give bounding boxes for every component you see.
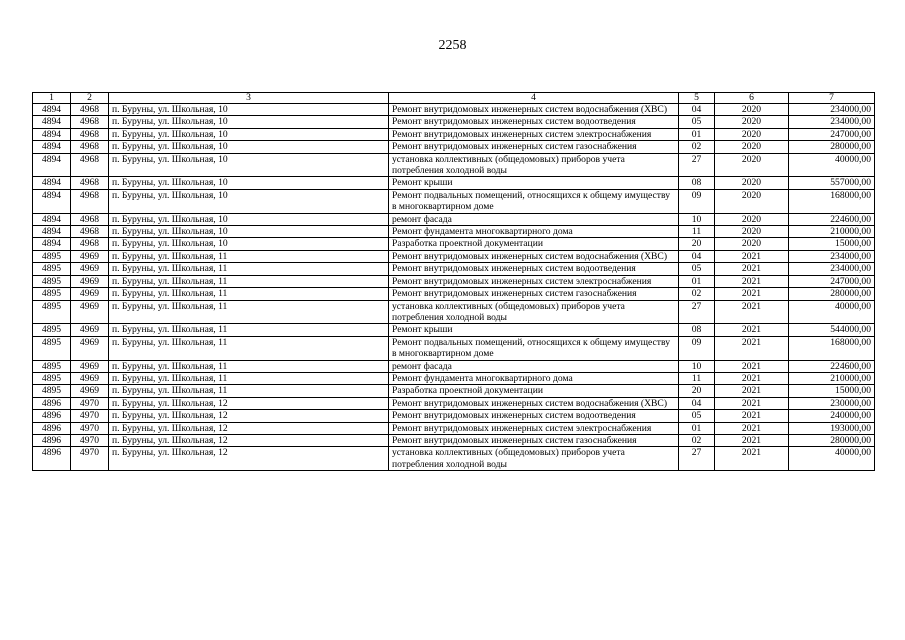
work-type-cell: Ремонт внутридомовых инженерных систем электроснабжения <box>389 422 679 434</box>
house-id-cell: 4969 <box>71 250 109 262</box>
cost-cell: 544000,00 <box>789 324 875 336</box>
cost-cell: 224600,00 <box>789 360 875 372</box>
cost-cell: 168000,00 <box>789 336 875 360</box>
cost-cell: 240000,00 <box>789 410 875 422</box>
row-number-cell: 4896 <box>33 447 71 471</box>
table-row <box>33 116 875 128</box>
year-cell: 2020 <box>715 153 789 177</box>
year-cell: 2020 <box>715 128 789 140</box>
year-cell: 2021 <box>715 336 789 360</box>
address-cell: п. Буруны, ул. Школьная, 12 <box>109 447 389 471</box>
address-cell: п. Буруны, ул. Школьная, 12 <box>109 422 389 434</box>
work-type-cell: Ремонт внутридомовых инженерных систем водоснабжения (ХВС) <box>389 104 679 116</box>
address-cell: п. Буруны, ул. Школьная, 10 <box>109 189 389 213</box>
year-cell: 2021 <box>715 372 789 384</box>
work-type-cell: ремонт фасада <box>389 360 679 372</box>
table-row <box>33 288 875 300</box>
address-cell: п. Буруны, ул. Школьная, 11 <box>109 385 389 397</box>
year-cell: 2021 <box>715 324 789 336</box>
house-id-cell: 4968 <box>71 226 109 238</box>
year-cell: 2021 <box>715 288 789 300</box>
row-number-cell: 4895 <box>33 275 71 287</box>
house-id-cell: 4969 <box>71 360 109 372</box>
house-id-cell: 4969 <box>71 263 109 275</box>
house-id-cell: 4970 <box>71 434 109 446</box>
page-number: 2258 <box>438 38 467 53</box>
address-cell: п. Буруны, ул. Школьная, 11 <box>109 288 389 300</box>
row-number-cell: 4895 <box>33 263 71 275</box>
row-number-cell: 4896 <box>33 422 71 434</box>
work-code-cell: 10 <box>679 360 715 372</box>
work-type-cell: Ремонт внутридомовых инженерных систем водоотведения <box>389 116 679 128</box>
year-cell: 2021 <box>715 422 789 434</box>
table-row <box>33 447 875 471</box>
year-cell: 2020 <box>715 213 789 225</box>
house-id-cell: 4968 <box>71 238 109 250</box>
address-cell: п. Буруны, ул. Школьная, 10 <box>109 226 389 238</box>
cost-cell: 230000,00 <box>789 397 875 409</box>
cost-cell: 210000,00 <box>789 226 875 238</box>
table-row <box>33 372 875 384</box>
work-code-cell: 27 <box>679 300 715 324</box>
work-code-cell: 01 <box>679 422 715 434</box>
address-cell: п. Буруны, ул. Школьная, 10 <box>109 213 389 225</box>
work-code-cell: 08 <box>679 177 715 189</box>
row-number-cell: 4894 <box>33 153 71 177</box>
year-cell: 2020 <box>715 238 789 250</box>
year-cell: 2020 <box>715 116 789 128</box>
work-type-cell: установка коллективных (общедомовых) приборов учета потребления холодной воды <box>389 153 679 177</box>
table-row <box>33 300 875 324</box>
address-cell: п. Буруны, ул. Школьная, 11 <box>109 336 389 360</box>
work-type-cell: установка коллективных (общедомовых) приборов учета потребления холодной воды <box>389 447 679 471</box>
header-cell-7: 7 <box>789 93 875 104</box>
table-row <box>33 213 875 225</box>
address-cell: п. Буруны, ул. Школьная, 10 <box>109 177 389 189</box>
header-cell-1: 1 <box>33 93 71 104</box>
table-row <box>33 324 875 336</box>
cost-cell: 193000,00 <box>789 422 875 434</box>
year-cell: 2021 <box>715 250 789 262</box>
work-code-cell: 09 <box>679 336 715 360</box>
registry-table <box>32 92 875 471</box>
house-id-cell: 4969 <box>71 275 109 287</box>
year-cell: 2021 <box>715 410 789 422</box>
year-cell: 2021 <box>715 275 789 287</box>
work-type-cell: Ремонт фундамента многоквартирного дома <box>389 226 679 238</box>
row-number-cell: 4894 <box>33 177 71 189</box>
table-row <box>33 434 875 446</box>
cost-cell: 557000,00 <box>789 177 875 189</box>
row-number-cell: 4894 <box>33 141 71 153</box>
table-row <box>33 385 875 397</box>
table-row <box>33 410 875 422</box>
table-row <box>33 238 875 250</box>
cost-cell: 234000,00 <box>789 104 875 116</box>
work-code-cell: 20 <box>679 238 715 250</box>
year-cell: 2021 <box>715 360 789 372</box>
row-number-cell: 4896 <box>33 410 71 422</box>
work-type-cell: Ремонт внутридомовых инженерных систем электроснабжения <box>389 275 679 287</box>
work-code-cell: 05 <box>679 263 715 275</box>
year-cell: 2021 <box>715 263 789 275</box>
address-cell: п. Буруны, ул. Школьная, 10 <box>109 116 389 128</box>
address-cell: п. Буруны, ул. Школьная, 10 <box>109 141 389 153</box>
row-number-cell: 4895 <box>33 336 71 360</box>
cost-cell: 247000,00 <box>789 275 875 287</box>
work-type-cell: Ремонт внутридомовых инженерных систем водоснабжения (ХВС) <box>389 397 679 409</box>
cost-cell: 234000,00 <box>789 116 875 128</box>
work-code-cell: 27 <box>679 447 715 471</box>
work-code-cell: 11 <box>679 226 715 238</box>
house-id-cell: 4969 <box>71 288 109 300</box>
table-row <box>33 141 875 153</box>
row-number-cell: 4894 <box>33 226 71 238</box>
work-type-cell: Ремонт крыши <box>389 177 679 189</box>
work-code-cell: 27 <box>679 153 715 177</box>
work-type-cell: Ремонт внутридомовых инженерных систем водоснабжения (ХВС) <box>389 250 679 262</box>
work-code-cell: 08 <box>679 324 715 336</box>
work-type-cell: Ремонт внутридомовых инженерных систем газоснабжения <box>389 434 679 446</box>
row-number-cell: 4895 <box>33 385 71 397</box>
house-id-cell: 4970 <box>71 447 109 471</box>
row-number-cell: 4895 <box>33 288 71 300</box>
header-cell-5: 5 <box>679 93 715 104</box>
year-cell: 2020 <box>715 104 789 116</box>
table-row <box>33 250 875 262</box>
address-cell: п. Буруны, ул. Школьная, 11 <box>109 300 389 324</box>
house-id-cell: 4969 <box>71 385 109 397</box>
cost-cell: 280000,00 <box>789 141 875 153</box>
row-number-cell: 4895 <box>33 324 71 336</box>
address-cell: п. Буруны, ул. Школьная, 12 <box>109 434 389 446</box>
row-number-cell: 4894 <box>33 116 71 128</box>
work-code-cell: 04 <box>679 397 715 409</box>
row-number-cell: 4895 <box>33 360 71 372</box>
address-cell: п. Буруны, ул. Школьная, 12 <box>109 397 389 409</box>
work-type-cell: установка коллективных (общедомовых) приборов учета потребления холодной воды <box>389 300 679 324</box>
year-cell: 2020 <box>715 177 789 189</box>
cost-cell: 280000,00 <box>789 288 875 300</box>
work-code-cell: 20 <box>679 385 715 397</box>
cost-cell: 40000,00 <box>789 153 875 177</box>
house-id-cell: 4968 <box>71 128 109 140</box>
header-cell-2: 2 <box>71 93 109 104</box>
work-code-cell: 02 <box>679 141 715 153</box>
cost-cell: 234000,00 <box>789 263 875 275</box>
table-row <box>33 336 875 360</box>
table-header <box>33 93 875 104</box>
row-number-cell: 4894 <box>33 189 71 213</box>
work-code-cell: 04 <box>679 104 715 116</box>
table-row <box>33 153 875 177</box>
work-code-cell: 04 <box>679 250 715 262</box>
table-row <box>33 104 875 116</box>
work-type-cell: Ремонт подвальных помещений, относящихся к общему имуществу в многоквартирном доме <box>389 189 679 213</box>
address-cell: п. Буруны, ул. Школьная, 10 <box>109 104 389 116</box>
year-cell: 2020 <box>715 189 789 213</box>
table-row <box>33 263 875 275</box>
work-code-cell: 05 <box>679 410 715 422</box>
address-cell: п. Буруны, ул. Школьная, 11 <box>109 360 389 372</box>
row-number-cell: 4895 <box>33 372 71 384</box>
row-number-cell: 4896 <box>33 397 71 409</box>
table-row <box>33 422 875 434</box>
work-type-cell: Ремонт внутридомовых инженерных систем водоотведения <box>389 263 679 275</box>
header-row <box>33 93 875 104</box>
year-cell: 2021 <box>715 434 789 446</box>
work-type-cell: ремонт фасада <box>389 213 679 225</box>
address-cell: п. Буруны, ул. Школьная, 10 <box>109 153 389 177</box>
address-cell: п. Буруны, ул. Школьная, 10 <box>109 128 389 140</box>
work-type-cell: Разработка проектной документации <box>389 385 679 397</box>
house-id-cell: 4968 <box>71 177 109 189</box>
work-type-cell: Ремонт внутридомовых инженерных систем газоснабжения <box>389 141 679 153</box>
house-id-cell: 4968 <box>71 141 109 153</box>
table-row <box>33 189 875 213</box>
row-number-cell: 4894 <box>33 238 71 250</box>
row-number-cell: 4894 <box>33 104 71 116</box>
table-row <box>33 275 875 287</box>
header-cell-4: 4 <box>389 93 679 104</box>
work-code-cell: 02 <box>679 434 715 446</box>
year-cell: 2021 <box>715 397 789 409</box>
house-id-cell: 4968 <box>71 189 109 213</box>
table-row <box>33 177 875 189</box>
address-cell: п. Буруны, ул. Школьная, 11 <box>109 324 389 336</box>
house-id-cell: 4969 <box>71 372 109 384</box>
work-type-cell: Ремонт подвальных помещений, относящихся к общему имуществу в многоквартирном доме <box>389 336 679 360</box>
house-id-cell: 4968 <box>71 116 109 128</box>
cost-cell: 247000,00 <box>789 128 875 140</box>
cost-cell: 280000,00 <box>789 434 875 446</box>
work-code-cell: 02 <box>679 288 715 300</box>
header-cell-6: 6 <box>715 93 789 104</box>
work-code-cell: 01 <box>679 275 715 287</box>
row-number-cell: 4895 <box>33 250 71 262</box>
table-row <box>33 226 875 238</box>
house-id-cell: 4969 <box>71 300 109 324</box>
work-code-cell: 11 <box>679 372 715 384</box>
work-type-cell: Ремонт крыши <box>389 324 679 336</box>
work-type-cell: Ремонт внутридомовых инженерных систем водоотведения <box>389 410 679 422</box>
cost-cell: 15000,00 <box>789 238 875 250</box>
address-cell: п. Буруны, ул. Школьная, 11 <box>109 372 389 384</box>
table-row <box>33 397 875 409</box>
address-cell: п. Буруны, ул. Школьная, 11 <box>109 275 389 287</box>
work-code-cell: 05 <box>679 116 715 128</box>
year-cell: 2021 <box>715 385 789 397</box>
year-cell: 2020 <box>715 226 789 238</box>
cost-cell: 40000,00 <box>789 447 875 471</box>
cost-cell: 224600,00 <box>789 213 875 225</box>
row-number-cell: 4895 <box>33 300 71 324</box>
work-type-cell: Ремонт внутридомовых инженерных систем газоснабжения <box>389 288 679 300</box>
table-body <box>33 104 875 471</box>
row-number-cell: 4894 <box>33 213 71 225</box>
house-id-cell: 4970 <box>71 422 109 434</box>
address-cell: п. Буруны, ул. Школьная, 11 <box>109 250 389 262</box>
work-type-cell: Ремонт внутридомовых инженерных систем электроснабжения <box>389 128 679 140</box>
year-cell: 2021 <box>715 300 789 324</box>
address-cell: п. Буруны, ул. Школьная, 12 <box>109 410 389 422</box>
house-id-cell: 4968 <box>71 213 109 225</box>
house-id-cell: 4969 <box>71 336 109 360</box>
work-code-cell: 10 <box>679 213 715 225</box>
house-id-cell: 4968 <box>71 153 109 177</box>
cost-cell: 210000,00 <box>789 372 875 384</box>
header-cell-3: 3 <box>109 93 389 104</box>
row-number-cell: 4894 <box>33 128 71 140</box>
cost-cell: 168000,00 <box>789 189 875 213</box>
work-type-cell: Ремонт фундамента многоквартирного дома <box>389 372 679 384</box>
year-cell: 2021 <box>715 447 789 471</box>
table-row <box>33 360 875 372</box>
house-id-cell: 4968 <box>71 104 109 116</box>
row-number-cell: 4896 <box>33 434 71 446</box>
cost-cell: 40000,00 <box>789 300 875 324</box>
work-code-cell: 01 <box>679 128 715 140</box>
work-type-cell: Разработка проектной документации <box>389 238 679 250</box>
table-row <box>33 128 875 140</box>
house-id-cell: 4969 <box>71 324 109 336</box>
house-id-cell: 4970 <box>71 397 109 409</box>
address-cell: п. Буруны, ул. Школьная, 11 <box>109 263 389 275</box>
year-cell: 2020 <box>715 141 789 153</box>
work-code-cell: 09 <box>679 189 715 213</box>
house-id-cell: 4970 <box>71 410 109 422</box>
cost-cell: 234000,00 <box>789 250 875 262</box>
cost-cell: 15000,00 <box>789 385 875 397</box>
address-cell: п. Буруны, ул. Школьная, 10 <box>109 238 389 250</box>
